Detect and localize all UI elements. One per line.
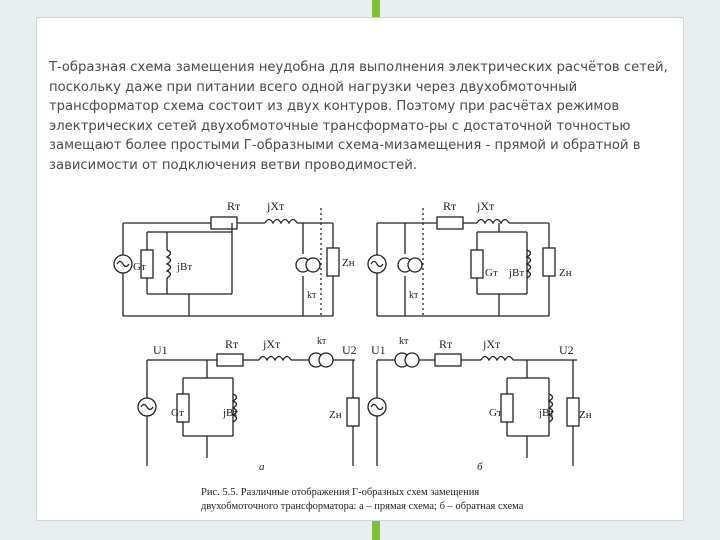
label-RT-a: Rт: [225, 337, 239, 351]
label-jXT: jXт: [267, 199, 285, 213]
label-ZH-tr: Zн: [559, 267, 572, 279]
label-jXT-tr: jXт: [477, 199, 495, 213]
label-RT: Rт: [227, 199, 241, 213]
label-kT-tr: kт: [409, 290, 419, 301]
label-ZH: Zн: [342, 257, 355, 269]
circuit-top-right: [368, 199, 572, 318]
figure-caption: [201, 486, 581, 514]
label-b: б: [477, 461, 483, 473]
label-jBT: jBт: [177, 261, 193, 273]
circuit-bottom-left: [138, 336, 359, 473]
circuit-bottom-right: [368, 336, 592, 473]
label-kT: kт: [307, 290, 317, 301]
caption-line-2: двухобмоточного трансформатора: а – прямая схема; б – обратная схема: [201, 501, 524, 512]
label-GT-a: Gт: [171, 407, 184, 419]
label-kT-a: kт: [317, 336, 327, 347]
label-kT-b: kт: [399, 336, 409, 347]
label-U1-b: U1: [371, 343, 386, 357]
label-GT-tr: Gт: [485, 267, 498, 279]
body-paragraph: Т-образная схема замещения неудобна для выполнения электрических расчётов сетей, поскольку даже при питании всего одной нагрузки через двухобмоточный трансформатор схема состоит из двух контуров. Поэтому при расчётах режимов электрических сетей двухобмоточные трансформато-ры с достаточной точностью замещают более простыми Г-образными схема-мизамещения - прямой и обратной в зависимости от подключения ветви проводимостей.: [49, 60, 668, 173]
label-GT: Gт: [133, 261, 146, 273]
label-jBT-tr: jBт: [509, 267, 525, 279]
slide: [36, 17, 684, 521]
label-jXT-a: jXт: [263, 337, 281, 351]
accent-bar-top: [372, 0, 380, 17]
label-a: а: [259, 461, 265, 473]
label-ZH-a: Zн: [329, 409, 342, 421]
label-GT-b: Gт: [489, 407, 502, 419]
label-jXT-b: jXт: [483, 337, 501, 351]
label-ZH-b: Zн: [579, 409, 592, 421]
caption-line-1: Рис. 5.5. Различные отображения Г-образных схем замещения: [201, 487, 480, 498]
label-jBT-b: jBт: [539, 407, 555, 419]
label-U2-a: U2: [342, 343, 357, 357]
circuit-figure: [37, 18, 685, 522]
circuit-top-left: [114, 199, 355, 318]
label-jBT-a: jBт: [223, 407, 239, 419]
label-U2-b: U2: [559, 343, 574, 357]
label-U1-a: U1: [153, 343, 168, 357]
label-RT-tr: Rт: [443, 199, 457, 213]
accent-bar-bottom: [372, 521, 380, 540]
label-RT-b: Rт: [439, 337, 453, 351]
